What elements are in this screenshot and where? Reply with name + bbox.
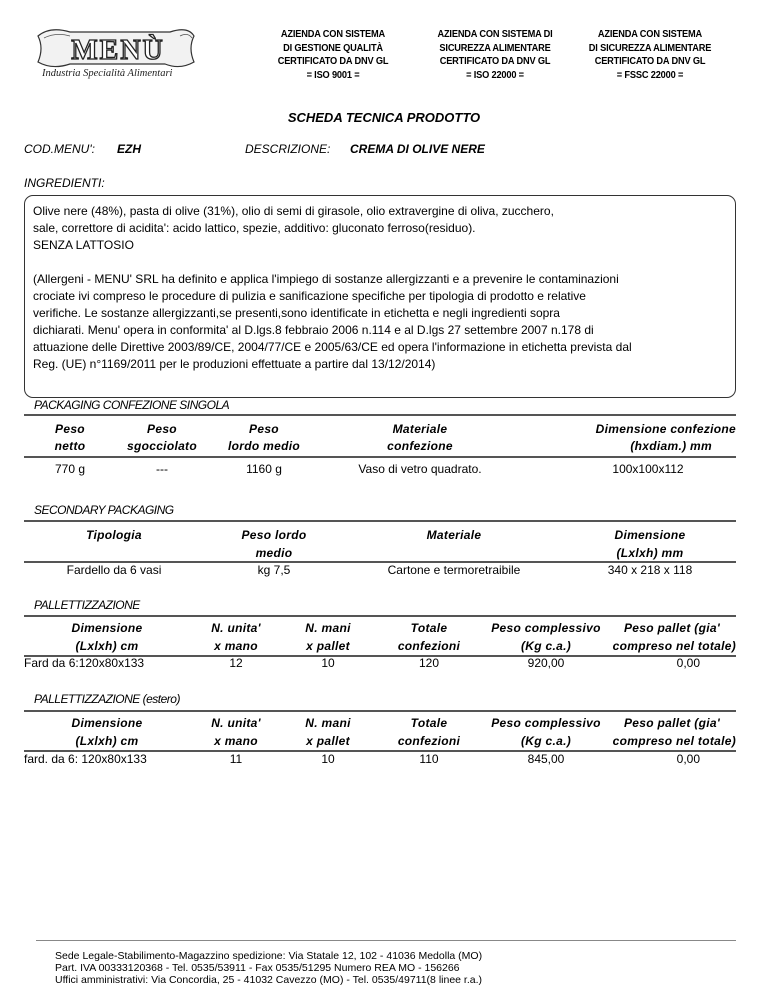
allergen-line: Reg. (UE) n°1169/2011 per le produzioni effettuate a partire dal 13/12/2014) [33,357,436,371]
header-cell: netto [54,438,86,453]
value-cell: Fard da 6:120x80x133 [24,655,145,670]
logo-brand-text: MENÙ [71,35,165,66]
header-cell: (hxdiam.) mm [630,438,712,453]
header-cell: Peso complessivo [491,621,601,635]
value-cell: 100x100x112 [612,462,684,476]
header-cell: N. mani [305,621,351,635]
value-cell: 10 [321,655,335,670]
footer-offices: Uffici amministrativi: Via Concordia, 25 - 41032 Cavezzo (MO) - Tel. 0535/49711(8 linee r.a.) [55,974,483,986]
ingredients-label: INGREDIENTI: [24,176,105,190]
value-cell: 0,00 [676,751,700,766]
value-cell: 845,00 [527,751,565,766]
header-cell: N. unita' [211,716,261,730]
header-cell: Totale [410,621,448,635]
header-cell: x pallet [306,734,350,748]
value-cell: 340 x 218 x 118 [607,563,693,577]
header-cell: Dimensione confezione [595,421,736,436]
code-value: EZH [117,142,141,156]
description-value: CREMA DI OLIVE NERE [350,142,485,156]
value-cell: Vaso di vetro quadrato. [358,462,482,476]
footer-address: Sede Legale-Stabilimento-Magazzino spedizione: Via Statale 12, 102 - 41036 Medolla (MO) [55,950,483,962]
header-cell: lordo medio [228,438,300,453]
packaging-single-label: PACKAGING CONFEZIONE SINGOLA [34,398,230,412]
palletization-values [24,655,736,670]
header-cell: Peso [55,421,85,436]
header-cell: (Lxlxh) cm [75,734,139,748]
header-cell: Peso [249,421,279,436]
secondary-packaging-values [24,562,736,578]
header-cell: compreso nel totale) [612,639,736,653]
value-cell: fard. da 6: 120x80x133 [24,751,147,766]
header-cell [24,544,204,562]
code-label: COD.MENU': [24,142,95,156]
allergen-line: verifiche. Le sostanze allergizzanti,se presenti,sono identificate in etichetta e negli ingredienti sopra [33,306,560,320]
value-cell: Cartone e termoretraibile [387,563,521,577]
header-cell: compreso nel totale) [612,734,736,748]
footer-divider [36,940,736,941]
cert-iso-9001: AZIENDA CON SISTEMA DI GESTIONE QUALITÀ CERTIFICATO DA DNV GL = ISO 9001 = [277,28,389,81]
palletization-table [24,619,736,655]
value-cell: kg 7,5 [257,563,291,577]
header-cell: (Lxlxh) cm [75,639,139,653]
description-label: DESCRIZIONE: [245,142,331,156]
header-cell: x pallet [306,639,350,653]
secondary-packaging-table [24,526,736,562]
allergen-line: dichiarati. Menu' opera in conformita' al D.lgs.8 febbraio 2006 n.114 e al D.lgs 27 settembre 2007 n.178 di [33,323,594,337]
header-cell: (Kg c.a.) [520,734,572,748]
ingredients-line: Olive nere (48%), pasta di olive (31%), olio di semi di girasole, olio extravergine di oliva, zucchero, [33,204,554,218]
header-cell: (Kg c.a.) [520,639,572,653]
value-cell: 0,00 [676,655,700,670]
header-cell: confezione [387,438,453,453]
header-cell: Materiale [426,528,482,542]
palletization-export-table [24,714,736,750]
header-cell: x mano [214,639,258,653]
footer [55,950,482,986]
header-cell: x mano [214,734,258,748]
value-cell: --- [156,462,168,476]
packaging-single-table [24,420,736,454]
footer-vat: Part. IVA 00333120368 - Tel. 0535/53911 - Fax 0535/51295 Numero REA MO - 156266 [55,962,460,974]
value-cell: Fardello da 6 vasi [66,563,162,577]
header-cell: Materiale [392,421,448,436]
value-cell: 12 [229,655,243,670]
palletization-export-label: PALLETTIZZAZIONE (estero) [34,692,180,706]
value-cell: 770 g [54,462,86,476]
ingredients-line: sale, correttore di acidita': acido lattico, spezie, additivo: gluconato ferroso(residuo). [33,221,476,235]
header-cell: N. unita' [211,621,261,635]
header-cell: confezioni [397,734,461,748]
header-cell: Dimensione [71,621,143,635]
header-cell: Totale [410,716,448,730]
allergen-line: attuazione delle Direttive 2003/89/CE, 2004/77/CE e 2005/63/CE ed opera l'informazione in etichetta prevista dal [33,340,632,354]
palletization-label: PALLETTIZZAZIONE [34,598,140,612]
secondary-packaging-label: SECONDARY PACKAGING [34,503,174,517]
header-cell: Peso lordo [241,528,307,542]
header-cell: Tipologia [86,528,142,542]
header-cell: Dimensione [614,528,686,542]
ingredients-box [24,195,736,398]
header-cell: confezioni [397,639,461,653]
allergen-line: crociate ivi compreso le procedure di pulizia e sanificazione specifiche per tipologia di prodotto e relative [33,289,586,303]
header-cell: medio [255,546,293,560]
header-cell: (Lxlxh) mm [616,546,684,560]
value-cell: 120 [418,655,440,670]
cert-iso-22000: AZIENDA CON SISTEMA DI SICUREZZA ALIMENTARE CERTIFICATO DA DNV GL = ISO 22000 = [437,28,553,81]
packaging-single-values [24,460,736,478]
header-cell [344,544,564,562]
header-cell: sgocciolato [127,438,197,453]
header-cell: Peso [147,421,177,436]
header-cell: Peso complessivo [491,716,601,730]
cert-fssc-22000: AZIENDA CON SISTEMA DI SICUREZZA ALIMENTARE CERTIFICATO DA DNV GL = FSSC 22000 = [588,28,712,81]
logo-subtitle: Industria Specialità Alimentari [42,68,173,79]
value-cell: 11 [229,751,243,766]
value-cell: 10 [321,751,335,766]
value-cell: 1160 g [246,462,282,476]
header-cell: Peso pallet (gia' [624,621,720,635]
header-cell: Dimensione [71,716,143,730]
value-cell: 110 [419,751,439,766]
value-cell: 920,00 [527,655,565,670]
page-title: SCHEDA TECNICA PRODOTTO [287,110,481,125]
header-cell: Peso pallet (gia' [624,716,720,730]
header-cell: N. mani [305,716,351,730]
lactose-free-note: SENZA LATTOSIO [33,238,134,252]
palletization-export-values [24,751,736,766]
allergen-line: (Allergeni - MENU' SRL ha definito e applica l'impiego di sostanze allergizzanti e a prevenire le contaminazioni [33,272,619,286]
